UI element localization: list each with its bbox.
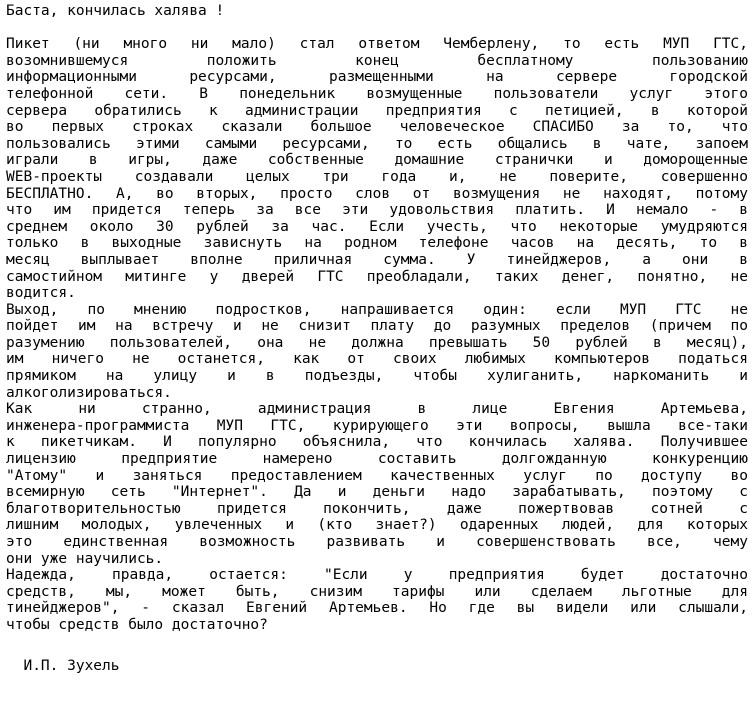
paragraph-3 [6,401,748,567]
text-line: лишним молодых, увлеченных и (кто знает?) одаренных людей, для которых [6,517,748,534]
text-line: алкоголизироваться. [6,384,172,401]
text-line: инженера-программиста МУП ГТС, курирующего эти вопросы, вышла все-таки [6,417,748,434]
text-line: Надежда, правда, остается: "Если у предприятия будет достаточно [6,567,748,584]
text-line: возомнившемуся положить конец бесплатному пользованию [6,52,748,69]
text-line: средств, мы, может быть, снизим тарифы или сделаем льготные для [6,583,748,600]
blank-line [6,20,748,37]
text-line: прямиком на улицу и в подъезды, чтобы хулиганить, наркоманить и [6,368,748,385]
text-line: БЕСПЛАТНО. А, во вторых, просто слов от возмущения не находят, потому [6,185,748,202]
text-line: что им придется теперь за все эти удовольствия платить. И немало - в [6,202,748,219]
text-line: пользовались этими самыми ресурсами, то есть общались в чате, запоем [6,135,748,152]
text-line: Как ни странно, администрация в лице Евгения Артемьева, [6,401,748,418]
paragraph-2 [6,302,748,402]
author-signature: И.П. Зухель [6,658,120,675]
text-line: пойдет им на встречу и не снизит плату до разумных пределов (причем по [6,318,748,335]
text-line: телефонной сети. В понедельник возмущенные пользователи услуг этого [6,85,748,102]
text-line: играли в игры, даже собственные домашние странички и доморощенные [6,152,748,169]
text-line: только в выходные зависнуть на родном телефоне часов на десять, то в [6,235,748,252]
text-line: самостийном митинге у дверей ГТС преобладали, таких денег, понятно, не [6,268,748,285]
text-line: месяц выплывает вполне приличная сумма. У тинейджеров, а они в [6,251,748,268]
text-line: они уже научились. [6,550,164,567]
text-line: тинейджеров", - сказал Евгений Артемьев. Но где вы видели или слышали, [6,600,748,617]
text-line: всемирную сеть "Интернет". Да и деньги надо зарабатывать, поэтому с [6,484,748,501]
text-line: во первых строках сказали большое человеческое СПАСИБО за то, что [6,119,748,136]
article-title: Баста, кончилась халява ! [6,3,225,19]
text-line: Пикет (ни много ни мало) стал ответом Чемберлену, то есть МУП ГТС, [6,36,748,53]
text-line: это единственная возможность развивать и совершенствовать все, чему [6,534,748,550]
text-line: им ничего не останется, как от своих любимых компьютеров податься [6,351,748,368]
paragraph-1 [6,36,748,302]
paragraph-4 [6,567,748,633]
text-line: WEB-проекты создавали целых три года и, не поверите, совершенно [6,168,748,185]
text-line: Выход, по мнению подростков, напрашивается один: если МУП ГТС не [6,301,748,318]
text-line: среднем около 30 рублей за час. Если учесть, что некоторые умудряются [6,218,748,235]
text-line: сервера обратились к администрации предприятия с петицией, в которой [6,102,748,119]
text-line: чтобы средств было достаточно? [6,616,268,633]
text-line: информационными ресурсами, размещенными на сервере городской [6,69,748,86]
article [6,0,748,675]
text-line: лицензию предприятие намерено составить долгожданную конкуренцию [6,451,748,468]
text-line: "Атому" и заняться предоставлением качественных услуг по доступу во [6,467,748,484]
text-line: к пикетчикам. И популярно объяснила, что кончилась халява. Получившее [6,434,748,451]
text-line: благотворительностью придется покончить, даже пожертвовав сотней с [6,500,748,517]
blank-line [6,634,748,651]
text-line: разумению пользователей, она не должна превышать 50 рублей в месяц), [6,334,748,351]
text-line: водится. [6,285,76,302]
